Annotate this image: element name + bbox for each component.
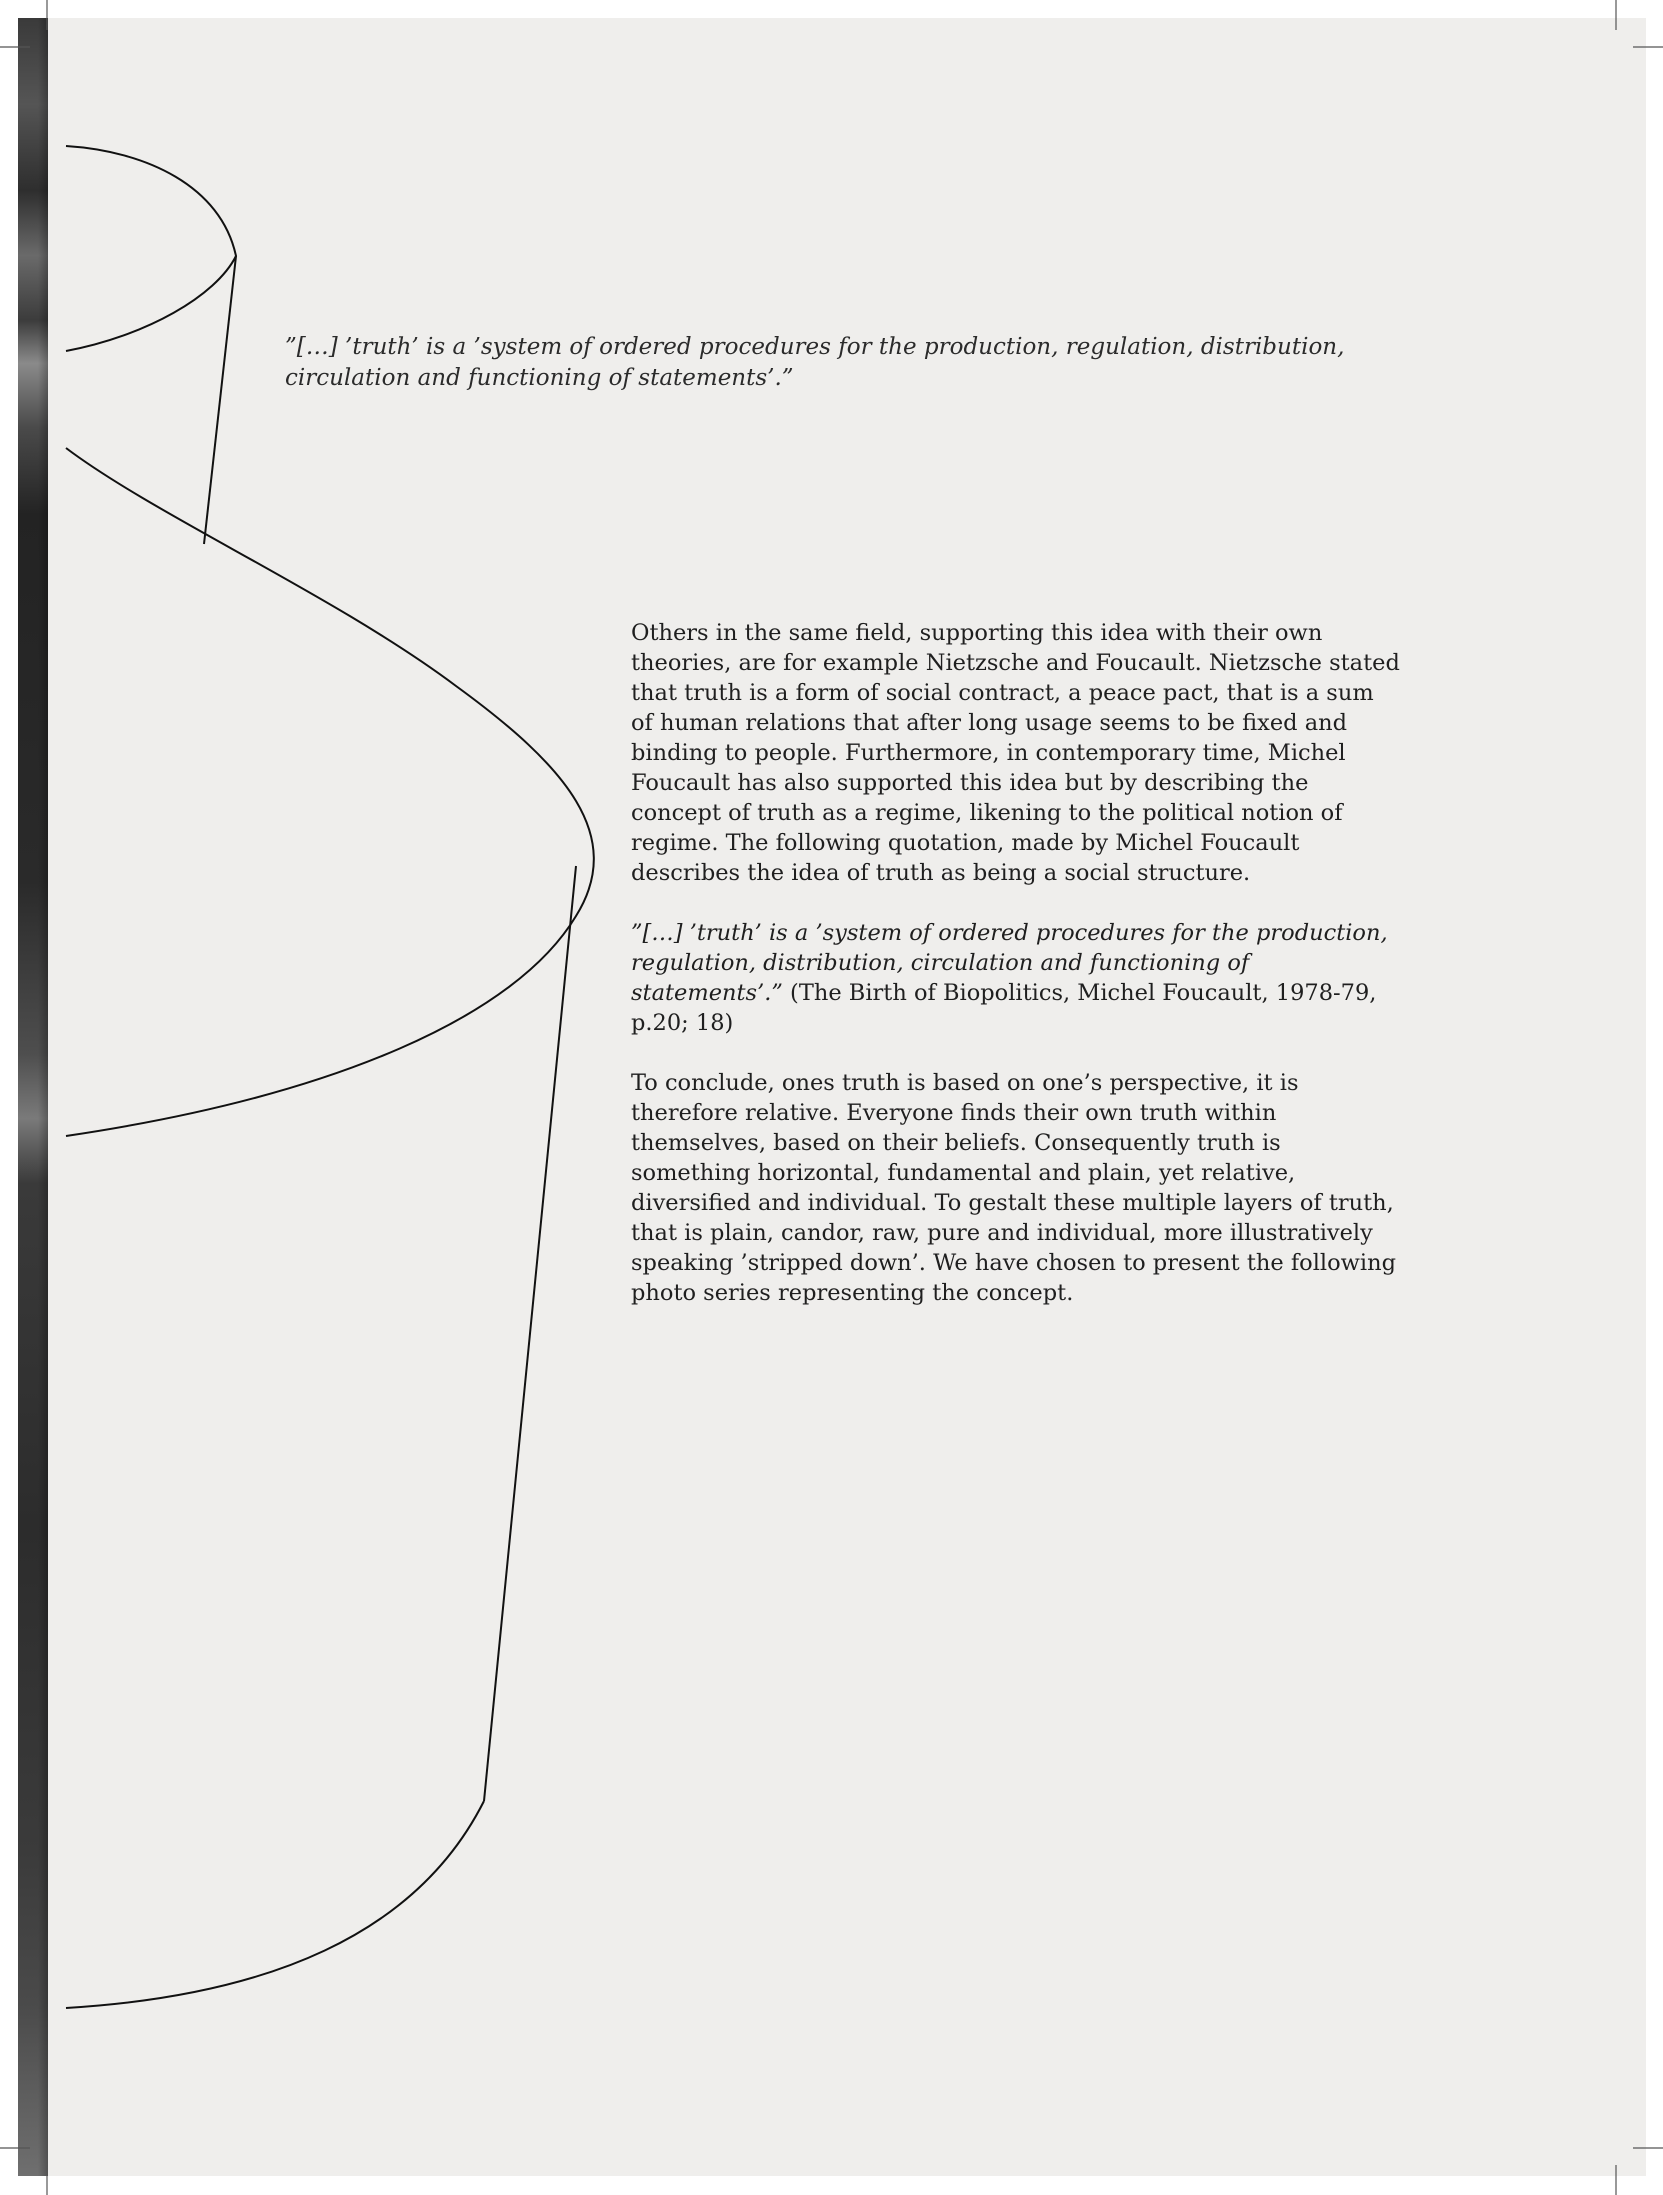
paragraph-conclusion: To conclude, ones truth is based on one’s perspective, it is therefore relative. Everyone finds their own truth within themselves, based on their beliefs. Consequently truth is something horizontal, fundamental and plain, yet relative, diversified and individual. To gestalt these multiple layers of truth, that is plain, candor, raw, pure and individual, more illustratively speaking ’stripped down’. We have chosen to present the following photo series representing the concept. bbox=[631, 1070, 1396, 1306]
large-cylinder-side-line bbox=[484, 866, 576, 1801]
foucault-quotation bbox=[631, 918, 1401, 1038]
paragraph-nietzsche-foucault: Others in the same field, supporting this idea with their own theories, are for example Nietzsche and Foucault. Nietzsche stated that truth is a form of social contract, a peace pact, that is a sum of human relations that after long usage seems to be fixed and binding to people. Furthermore, in contemporary time, Michel Foucault has also supported this idea but by describing the concept of truth as a regime, likening to the political notion of regime. The following quotation, made by Michel Foucault describes the idea of truth as being a social structure. bbox=[631, 620, 1400, 886]
quotation-citation: (The Birth of Biopolitics, Michel Foucault, 1978-79, p.20; 18) bbox=[631, 980, 1377, 1036]
large-cylinder-bottom-curve bbox=[66, 1801, 484, 2008]
pull-quote: ”[…] ’truth’ is a ’system of ordered procedures for the production, regulation, distribution, circulation and functioning of statements’.” bbox=[285, 334, 1345, 391]
small-cylinder-top-curve bbox=[66, 146, 236, 351]
body-text-column bbox=[631, 618, 1401, 1338]
large-cylinder-top-curve bbox=[66, 448, 594, 1136]
small-cylinder-side-line bbox=[204, 256, 236, 544]
quotation-text: ”[…] ’truth’ is a ’system of ordered procedures for the production, regulation, distribution, circulation and functioning of statements’.” bbox=[631, 920, 1388, 1006]
